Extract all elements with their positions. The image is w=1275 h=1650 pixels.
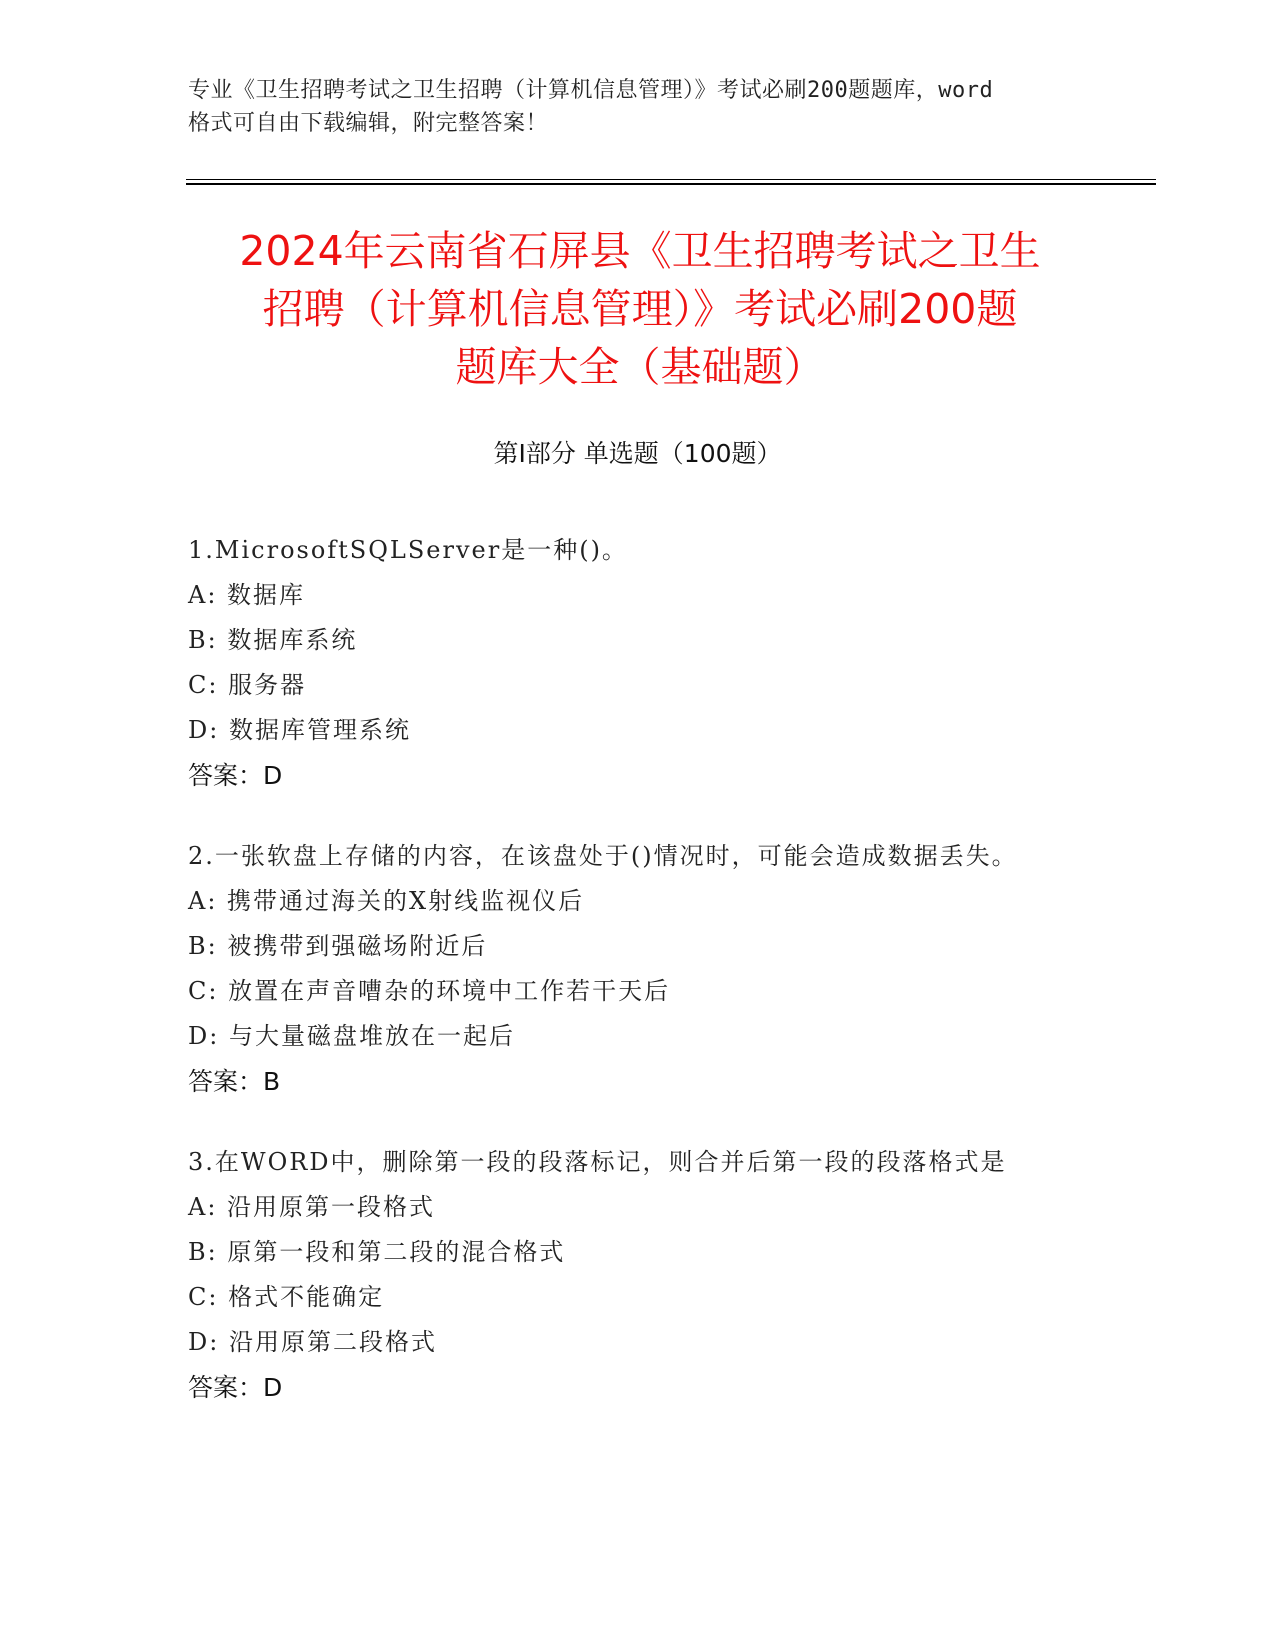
option-a: A: 沿用原第一段格式 — [188, 1193, 436, 1221]
answer: 答案：D — [188, 761, 283, 790]
question-stem: 3.在WORD中，删除第一段的段落标记，则合并后第一段的段落格式是 — [188, 1148, 1007, 1176]
option-d: D: 数据库管理系统 — [188, 716, 411, 744]
title-line-2: 招聘（计算机信息管理）》考试必刷200题 — [262, 285, 1018, 333]
question-3 — [188, 1140, 1088, 1410]
option-c: C: 服务器 — [188, 671, 307, 699]
title-line-3: 题库大全（基础题） — [455, 343, 825, 391]
option-b: B: 被携带到强磁场附近后 — [188, 932, 488, 960]
option-c: C: 格式不能确定 — [188, 1283, 385, 1311]
document-title — [180, 222, 1100, 396]
option-a: A: 携带通过海关的X射线监视仪后 — [188, 887, 585, 915]
option-c: C: 放置在声音嘈杂的环境中工作若干天后 — [188, 977, 671, 1005]
option-a: A: 数据库 — [188, 581, 306, 609]
title-line-1: 2024年云南省石屏县《卫生招聘考试之卫生 — [239, 227, 1041, 275]
section-heading: 第Ⅰ部分 单选题（100题） — [493, 439, 782, 468]
answer: 答案：D — [188, 1373, 283, 1402]
option-d: D: 与大量磁盘堆放在一起后 — [188, 1022, 515, 1050]
header-note-line-1: 专业《卫生招聘考试之卫生招聘（计算机信息管理）》考试必刷200题题库，word — [188, 78, 994, 103]
option-b: B: 数据库系统 — [188, 626, 358, 654]
question-1 — [188, 528, 1088, 798]
option-b: B: 原第一段和第二段的混合格式 — [188, 1238, 566, 1266]
header-divider-thick — [186, 183, 1156, 185]
answer: 答案：B — [188, 1067, 281, 1096]
header-note-line-2: 格式可自由下载编辑，附完整答案！ — [188, 111, 549, 136]
option-d: D: 沿用原第二段格式 — [188, 1328, 437, 1356]
question-2 — [188, 834, 1088, 1104]
question-list — [188, 528, 1088, 1446]
question-stem: 2.一张软盘上存储的内容，在该盘处于()情况时，可能会造成数据丢失。 — [188, 842, 1018, 870]
header-note — [188, 74, 1088, 140]
question-stem: 1.MicrosoftSQLServer是一种()。 — [188, 536, 628, 564]
header-divider-thin — [186, 179, 1156, 180]
